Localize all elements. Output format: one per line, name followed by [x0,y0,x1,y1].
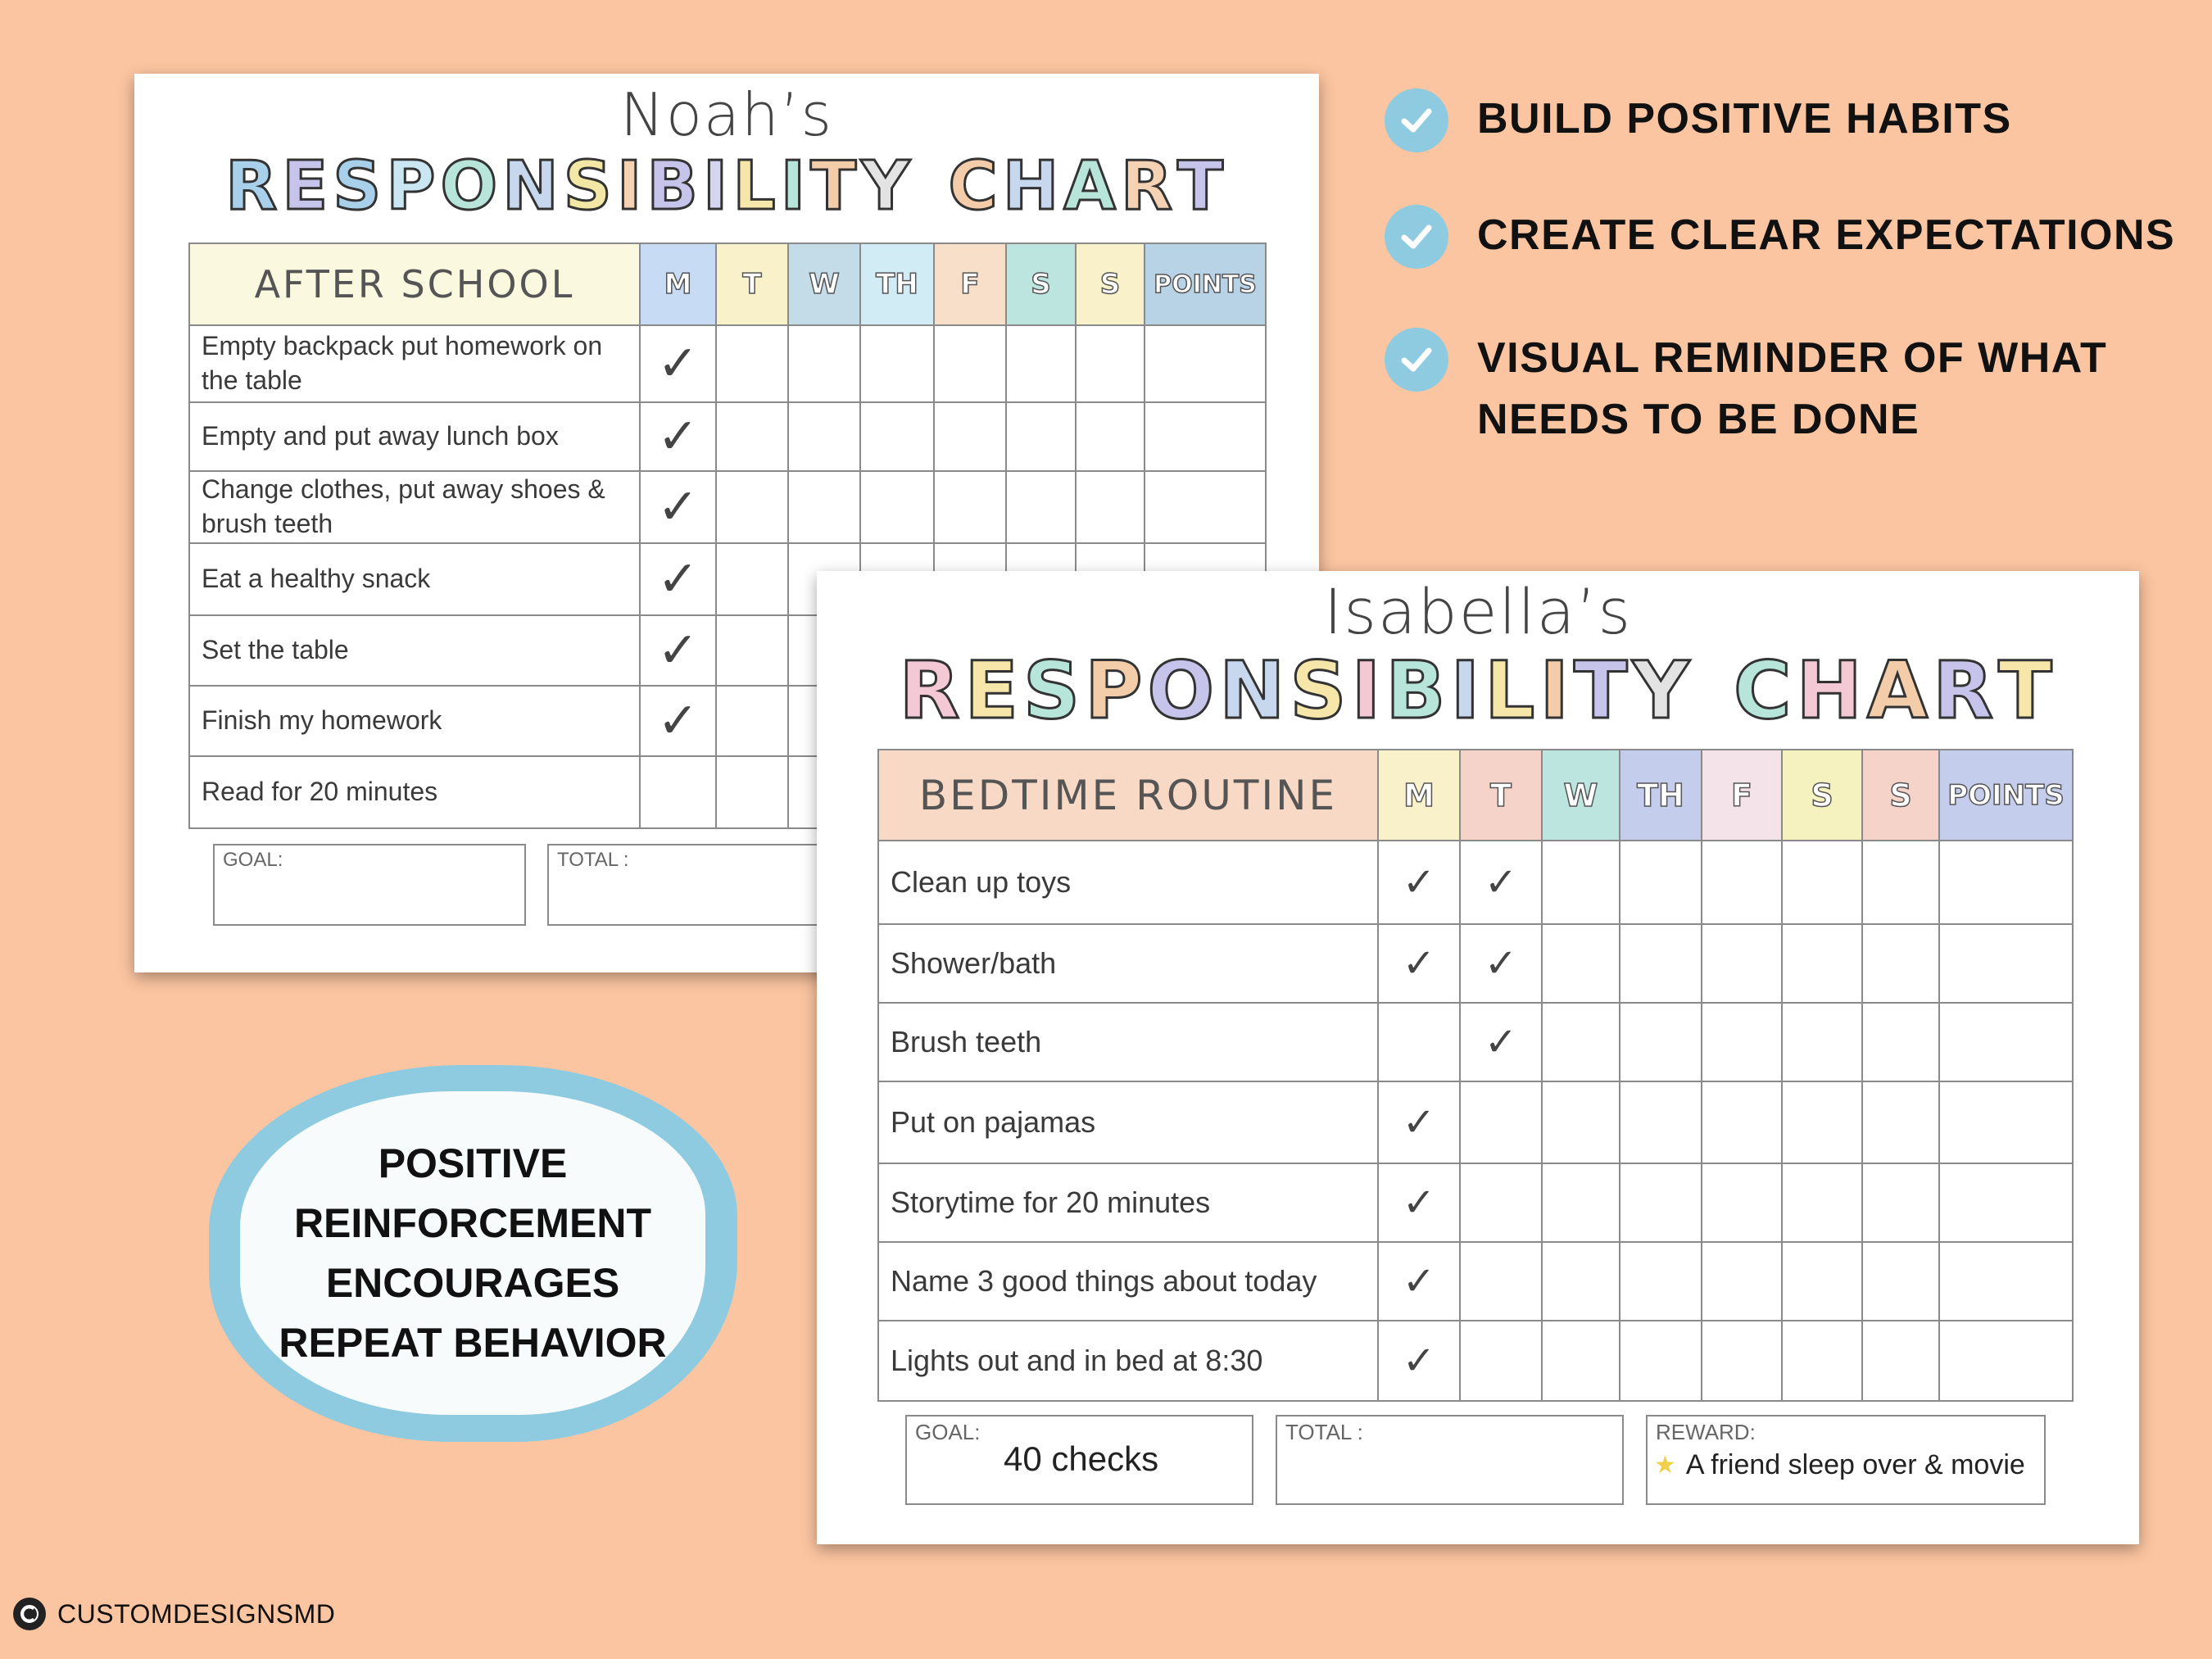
checkmark-icon: ✓ [657,551,699,606]
task-label: Brush teeth [878,1003,1378,1081]
check-cell[interactable] [1702,1321,1782,1401]
check-cell[interactable] [1460,1081,1542,1163]
title-letter: B [1385,645,1451,737]
title-letter: C [948,147,1003,225]
task-label: Storytime for 20 minutes [878,1163,1378,1242]
check-cell[interactable] [640,402,716,471]
check-cell[interactable] [1378,1003,1460,1081]
check-circle-icon [1385,328,1448,392]
day-header: TH [860,243,934,325]
table-row [878,1003,2073,1081]
check-cell[interactable] [934,325,1006,402]
task-label: Lights out and in bed at 8:30 [878,1321,1378,1401]
task-label: Clean up toys [878,841,1378,924]
check-cell[interactable] [1782,1321,1862,1401]
goal-box[interactable] [905,1415,1253,1505]
check-cell[interactable] [716,471,788,543]
task-table [877,749,2074,1402]
chart-title [134,147,1319,225]
goal-value: 40 checks [1004,1439,1159,1478]
check-cell[interactable] [1460,924,1542,1003]
task-label: Change clothes, put away shoes & brush teeth [189,471,640,543]
check-cell[interactable] [1006,325,1076,402]
title-letter: S [333,147,387,225]
title-letter: A [1866,645,1933,737]
day-header: S [1782,750,1862,841]
check-cell[interactable] [1378,1163,1460,1242]
title-letter: S [1290,645,1352,737]
day-header: F [934,243,1006,325]
day-header: T [1460,750,1542,841]
points-header: POINTS [1145,243,1266,325]
check-circle-icon [1385,205,1448,269]
check-cell[interactable] [1542,841,1620,924]
check-circle-icon [1385,88,1448,152]
check-cell[interactable] [1378,1081,1460,1163]
check-cell[interactable] [860,471,934,543]
check-cell[interactable] [716,402,788,471]
table-row [878,1321,2073,1401]
check-cell[interactable] [640,756,716,828]
day-header: M [1378,750,1460,841]
check-cell[interactable] [1460,1163,1542,1242]
reward-label: REWARD: [1656,1420,1756,1444]
check-cell[interactable] [1862,841,1939,924]
title-letter: I [1539,645,1575,737]
title-letter: O [440,147,503,225]
benefit-text: VISUAL REMINDER OF WHAT NEEDS TO BE DONE [1477,334,2108,443]
check-cell[interactable] [1620,924,1702,1003]
check-cell[interactable] [1620,841,1702,924]
check-cell[interactable] [1862,1081,1939,1163]
benefit-text: CREATE CLEAR EXPECTATIONS [1477,211,2176,259]
title-letter: N [1219,645,1290,737]
check-cell[interactable] [1542,1321,1620,1401]
check-cell[interactable] [1862,1003,1939,1081]
day-header: TH [1620,750,1702,841]
points-cell[interactable] [1145,402,1266,471]
check-cell[interactable] [1378,924,1460,1003]
title-letter: I [780,147,811,225]
title-letter: R [1933,645,1999,737]
points-cell[interactable] [1145,471,1266,543]
brand-logo-icon [13,1598,46,1630]
checkmark-icon: ✓ [1402,861,1436,904]
check-cell[interactable] [1378,1242,1460,1321]
title-letter: I [616,147,647,225]
checkmark-icon: ✓ [1484,1021,1518,1064]
check-cell[interactable] [1378,841,1460,924]
check-cell[interactable] [1702,1242,1782,1321]
check-cell[interactable] [1620,1242,1702,1321]
day-header: S [1076,243,1145,325]
title-letter: H [1796,645,1867,737]
title-letter: S [1022,645,1086,737]
total-box[interactable] [1276,1415,1624,1505]
points-cell[interactable] [1145,325,1266,402]
check-cell[interactable] [788,471,860,543]
task-label: Finish my homework [189,686,640,756]
benefit-text: BUILD POSITIVE HABITS [1477,95,2012,143]
task-label: Name 3 good things about today [878,1242,1378,1321]
points-cell[interactable] [1939,1003,2073,1081]
checkmark-icon: ✓ [657,336,699,391]
task-label: Put on pajamas [878,1081,1378,1163]
section-header: BEDTIME ROUTINE [878,750,1378,841]
checkmark-icon: ✓ [1402,942,1436,986]
brand-name: CUSTOMDESIGNSMD [57,1598,336,1629]
check-cell[interactable] [1542,1003,1620,1081]
check-cell[interactable] [1862,1163,1939,1242]
table-row [878,1242,2073,1321]
check-cell[interactable] [1378,1321,1460,1401]
check-cell[interactable] [1862,924,1939,1003]
table-row [189,402,1266,471]
check-cell[interactable] [1782,1081,1862,1163]
table-row [189,325,1266,402]
title-letter: B [646,147,703,225]
check-cell[interactable] [716,543,788,615]
table-row [878,1081,2073,1163]
check-cell[interactable] [1862,1321,1939,1401]
task-label: Empty and put away lunch box [189,402,640,471]
star-icon: ★ [1654,1452,1676,1479]
title-letter: C [1734,645,1797,737]
reward-value [1654,1449,2025,1481]
title-letter: T [1574,645,1633,737]
title-letter: T [810,147,862,225]
section-header: AFTER SCHOOL [189,243,640,325]
check-cell[interactable] [1782,924,1862,1003]
check-cell[interactable] [860,325,934,402]
title-letter: Y [861,147,915,225]
title-letter: R [225,147,283,225]
check-cell[interactable] [716,615,788,686]
title-letter: P [386,147,441,225]
table-row [878,1163,2073,1242]
benefit-item [1385,88,2012,152]
title-letter: O [1147,645,1220,737]
check-cell[interactable] [1006,471,1076,543]
check-cell[interactable] [1460,841,1542,924]
check-cell[interactable] [640,686,716,756]
check-cell[interactable] [1006,402,1076,471]
checkmark-icon: ✓ [1484,942,1518,986]
check-cell[interactable] [1702,1003,1782,1081]
check-cell[interactable] [1542,1163,1620,1242]
checkmark-icon: ✓ [657,693,699,748]
title-letter: E [282,147,333,225]
check-cell[interactable] [1542,1081,1620,1163]
isabella-chart-card [817,571,2139,1544]
check-cell[interactable] [860,402,934,471]
checkmark-icon: ✓ [657,479,699,534]
benefit-item [1385,205,2175,269]
check-cell[interactable] [788,325,860,402]
points-cell[interactable] [1939,1163,2073,1242]
check-cell[interactable] [1620,1163,1702,1242]
table-row [878,924,2073,1003]
chart-owner-name: Isabella’s [1323,575,1633,648]
check-cell[interactable] [716,686,788,756]
callout-text: POSITIVE REINFORCEMENT ENCOURAGES REPEAT BEHAVIOR [279,1140,667,1366]
task-label: Shower/bath [878,924,1378,1003]
check-cell[interactable] [1620,1081,1702,1163]
checkmark-icon: ✓ [1402,1260,1436,1303]
check-cell[interactable] [1076,402,1145,471]
title-letter: L [1484,645,1540,737]
check-cell[interactable] [1460,1321,1542,1401]
check-cell[interactable] [788,402,860,471]
check-cell[interactable] [1460,1242,1542,1321]
title-letter: R [1120,147,1177,225]
table-row [878,841,2073,924]
check-cell[interactable] [1542,924,1620,1003]
check-cell[interactable] [934,402,1006,471]
title-letter: A [1063,147,1121,225]
day-header: W [788,243,860,325]
day-header: S [1862,750,1939,841]
title-letter: R [899,645,965,737]
day-header: S [1006,243,1076,325]
callout-blob [240,1091,705,1415]
checkmark-icon: ✓ [1484,861,1518,904]
check-cell[interactable] [1460,1003,1542,1081]
checkmark-icon: ✓ [657,409,699,464]
day-header: F [1702,750,1782,841]
check-cell[interactable] [1782,841,1862,924]
benefit-item [1385,328,2116,451]
chart-title [817,645,2139,737]
check-cell[interactable] [934,471,1006,543]
title-letter: I [1351,645,1386,737]
check-cell[interactable] [1702,841,1782,924]
task-label: Eat a healthy snack [189,543,640,615]
checkmark-icon: ✓ [1402,1181,1436,1225]
title-letter: I [702,147,733,225]
goal-label: GOAL: [915,1420,981,1444]
checkmark-icon: ✓ [1402,1101,1436,1145]
check-cell[interactable] [640,325,716,402]
table-row [189,471,1266,543]
check-cell[interactable] [1782,1242,1862,1321]
title-letter: E [964,645,1023,737]
chart-owner-name: Noah’s [619,80,834,149]
task-label: Read for 20 minutes [189,756,640,828]
points-header: POINTS [1939,750,2073,841]
check-cell[interactable] [1076,471,1145,543]
title-letter: T [1176,147,1228,225]
reward-text: A friend sleep over & movie [1685,1449,2025,1480]
total-label: TOTAL : [557,849,629,871]
check-cell[interactable] [1702,1081,1782,1163]
points-cell[interactable] [1939,841,2073,924]
points-cell[interactable] [1939,1321,2073,1401]
check-cell[interactable] [716,325,788,402]
title-letter: H [1002,147,1064,225]
total-label: TOTAL : [1285,1420,1363,1444]
goal-box[interactable] [213,844,526,926]
check-cell[interactable] [640,543,716,615]
check-cell[interactable] [716,756,788,828]
task-label: Empty backpack put homework on the table [189,325,640,402]
day-header: M [640,243,716,325]
check-cell[interactable] [1702,1163,1782,1242]
check-cell[interactable] [1620,1321,1702,1401]
check-cell[interactable] [1862,1242,1939,1321]
brand-mark [13,1598,335,1630]
title-letter: S [563,147,617,225]
title-letter: Y [1632,645,1695,737]
check-cell[interactable] [1620,1003,1702,1081]
check-cell[interactable] [1702,924,1782,1003]
checkmark-icon: ✓ [657,623,699,678]
check-cell[interactable] [1782,1163,1862,1242]
reward-box[interactable] [1646,1415,2046,1505]
title-letter: T [1998,645,2057,737]
check-cell[interactable] [1542,1242,1620,1321]
points-cell[interactable] [1939,1081,2073,1163]
checkmark-icon: ✓ [1402,1339,1436,1383]
day-header: T [716,243,788,325]
points-cell[interactable] [1939,1242,2073,1321]
task-label: Set the table [189,615,640,686]
day-header: W [1542,750,1620,841]
points-cell[interactable] [1939,924,2073,1003]
check-cell[interactable] [1076,325,1145,402]
title-letter: N [502,147,564,225]
title-letter: I [1450,645,1485,737]
check-cell[interactable] [640,615,716,686]
goal-label: GOAL: [223,849,283,871]
check-cell[interactable] [1782,1003,1862,1081]
title-letter: L [732,147,781,225]
check-cell[interactable] [640,471,716,543]
title-letter: P [1085,645,1148,737]
